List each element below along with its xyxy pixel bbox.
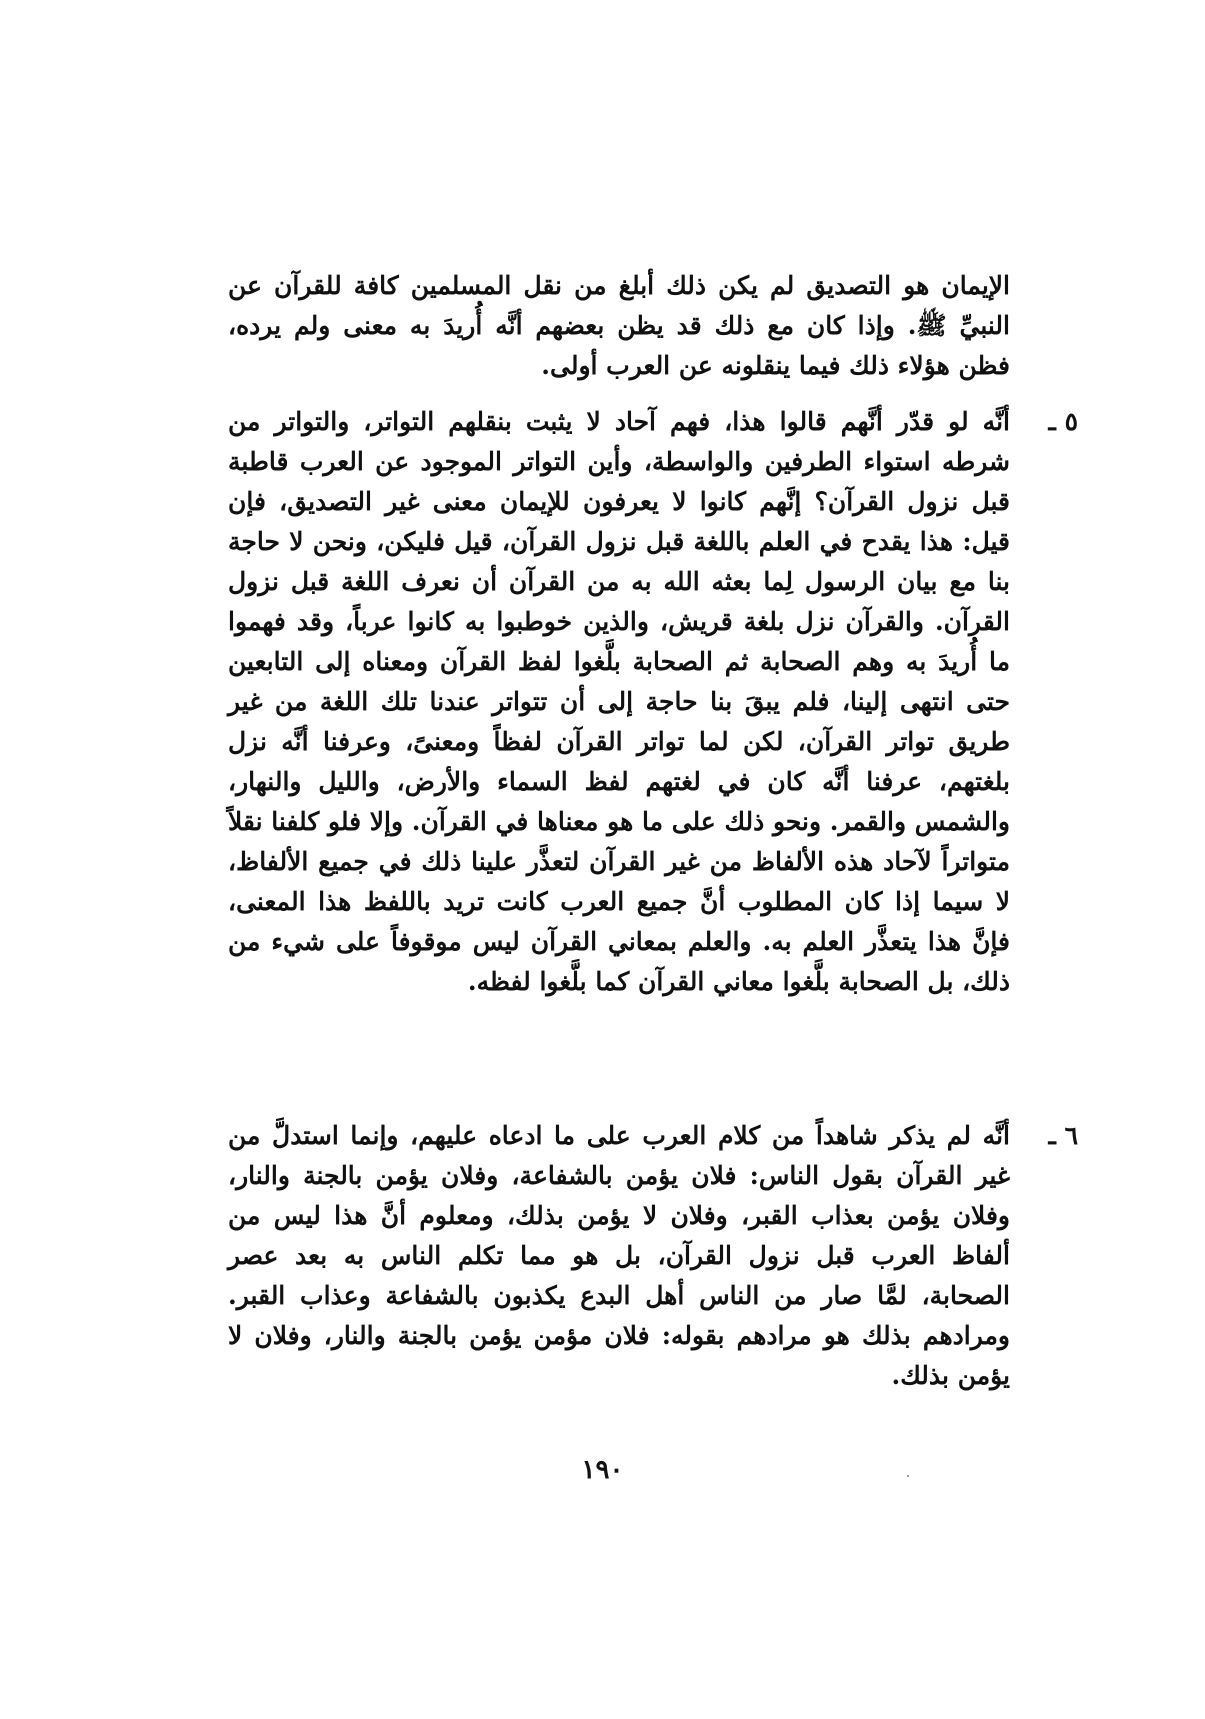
- intro-paragraph: الإيمان هو التصديق لم يكن ذلك أبلغ من نقل المسلمين كافة للقرآن عن النبيِّ ﷺ. وإذا كان مع ذلك قد يظن بعضهم أنَّه أُريدَ به معنى ولم يرده، فظن هؤلاء ذلك فيما ينقلونه عن العرب أولى.: [228, 271, 1010, 380]
- item-text: أنَّه لم يذكر شاهداً من كلام العرب على ما ادعاه عليهم، وإنما استدلَّ من غير القرآن بقول الناس: فلان يؤمن بالشفاعة، وفلان يؤمن بالجنة والنار، وفلان يؤمن بعذاب القبر، وفلان لا يؤمن بذلك، ومعلوم أنَّ هذا ليس من ألفاظ العرب قبل نزول القرآن، بل هو مما تكلم الناس به بعد عصر الصحابة، لمَّا صار من الناس أهل البدع يكذبون بالشفاعة وعذاب القبر. ومرادهم بذلك هو مرادهم بقوله: فلان مؤمن يؤمن بالجنة والنار، وفلان لا يؤمن بذلك.: [228, 1121, 1010, 1390]
- item-text: أنَّه لو قدّر أنَّهم قالوا هذا، فهم آحاد لا يثبت بنقلهم التواتر، والتواتر من شرطه استواء الطرفين والواسطة، وأين التواتر الموجود عن العرب قاطبة قبل نزول القرآن؟ إنَّهم كانوا لا يعرفون للإيمان معنى غير التصديق، فإن قيل: هذا يقدح في العلم باللغة قبل نزول القرآن، قيل فليكن، ونحن لا حاجة بنا مع بيان الرسول لِما بعثه الله به من القرآن أن نعرف اللغة قبل نزول القرآن. والقرآن نزل بلغة قريش، والذين خوطبوا به كانوا عرباً، وقد فهموا ما أُريدَ به وهم الصحابة ثم الصحابة بلَّغوا لفظ القرآن ومعناه إلى التابعين حتى انتهى إلينا، فلم يبقَ بنا حاجة إلى أن تتواتر عندنا تلك اللغة من غير طريق تواتر القرآن، لكن لما تواتر القرآن لفظاً ومعنىً، وعرفنا أنَّه نزل بلغتهم، عرفنا أنَّه كان في لغتهم لفظ السماء والأرض، والليل والنهار، والشمس والقمر. ونحو ذلك على ما هو معناها في القرآن. وإلا فلو كلفنا نقلاً متواتراً لآحاد هذه الألفاظ من غير القرآن لتعذَّر علينا ذلك في جميع الألفاظ، لا سيما إذا كان المطلوب أنَّ جميع العرب كانت تريد باللفظ هذا المعنى، فإنَّ هذا يتعذَّر العلم به. والعلم بمعاني القرآن ليس موقوفاً على شيء من ذلك، بل الصحابة بلَّغوا معاني القرآن كما بلَّغوا لفظه.: [228, 407, 1010, 996]
- item-number: ٦ ـ: [1048, 1121, 1078, 1150]
- scan-speck: [907, 1475, 909, 1477]
- item-number: ٥ ـ: [1048, 407, 1078, 436]
- page-number: ١٩٠: [581, 1455, 624, 1485]
